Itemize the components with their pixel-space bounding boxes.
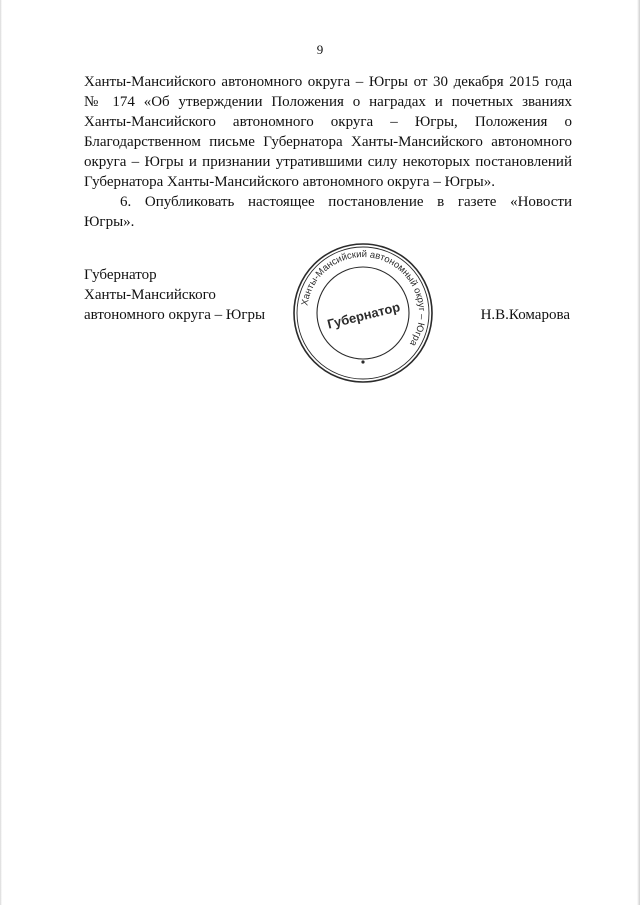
signer-title-line: автономного округа – Югры	[84, 307, 266, 323]
text-line: № 174 «Об утверждении Положения о наградах и почетных званиях	[84, 94, 572, 110]
signer-title-line: Ханты-Мансийского	[84, 287, 216, 303]
seal-ring-text: Ханты-Мансийский автономный округ – Югра	[299, 248, 428, 348]
text-line: 6. Опубликовать настоящее постановление в газете «Новости	[120, 194, 572, 210]
signer-title	[84, 265, 265, 325]
text-line: округа – Югры и признании утратившими силу некоторых постановлений	[84, 154, 572, 170]
paragraph-2	[84, 192, 572, 232]
text-line: Благодарственном письме Губернатора Ханты-Мансийского автономного	[84, 134, 572, 150]
official-seal-stamp	[290, 240, 436, 386]
document-body	[84, 72, 572, 232]
text-line: Ханты-Мансийского автономного округа – Югры от 30 декабря 2015 года	[84, 74, 572, 90]
seal-center-text: Губернатор	[325, 299, 402, 332]
text-line: Югры».	[84, 214, 135, 230]
paragraph-1	[84, 72, 572, 192]
text-line: Губернатора Ханты-Мансийского автономного округа – Югры».	[84, 174, 495, 190]
seal-dot	[361, 360, 364, 363]
page-number: 9	[316, 42, 324, 57]
text-line: Ханты-Мансийского автономного округа – Югры, Положения о	[84, 114, 572, 130]
signer-name: Н.В.Комарова	[480, 307, 570, 323]
signer-title-line: Губернатор	[84, 267, 157, 283]
page-edge-left	[0, 0, 2, 905]
